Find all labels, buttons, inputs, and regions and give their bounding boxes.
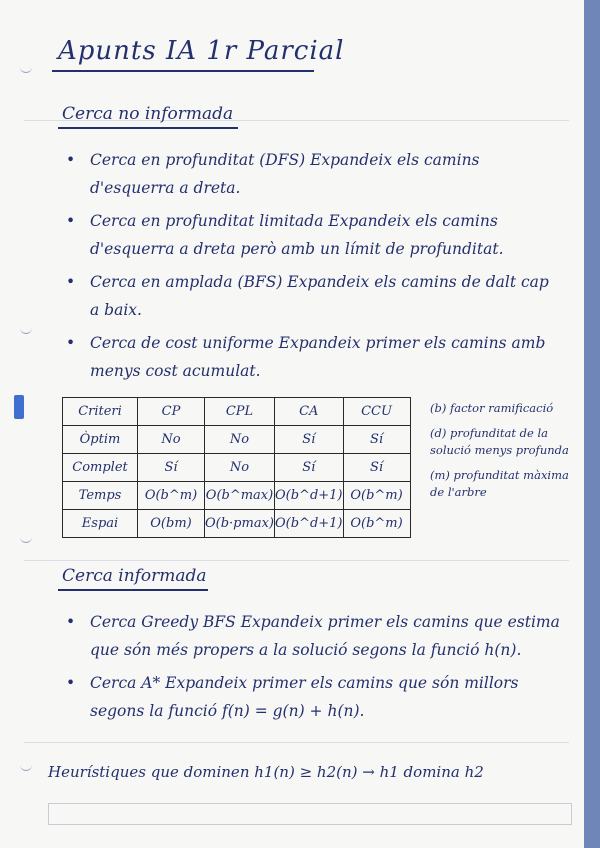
- table-cell: CA: [275, 398, 344, 426]
- section-underline: [58, 127, 238, 129]
- ruled-line: [24, 742, 569, 743]
- table-cell: Sí: [343, 426, 410, 454]
- ruled-line: [24, 560, 569, 561]
- legend-item: (b) factor ramificació: [430, 401, 554, 415]
- table-cell: O(b·pmax): [205, 510, 275, 538]
- table-cell: No: [138, 426, 205, 454]
- table-header-row: [63, 398, 411, 426]
- punch-hole: [20, 325, 32, 334]
- table-cell: Complet: [63, 454, 138, 482]
- bottom-empty-box: [48, 803, 572, 825]
- table-cell: CCU: [343, 398, 410, 426]
- table-cell: Sí: [343, 454, 410, 482]
- table-cell: Òptim: [63, 426, 138, 454]
- punch-hole: [20, 64, 32, 73]
- table-cell: O(b^m): [343, 510, 410, 538]
- punch-hole: [20, 534, 32, 543]
- table-legend: [430, 400, 580, 509]
- legend-item: (d) profunditat de la solució menys profunda: [430, 426, 569, 457]
- bullet-dls: • Cerca en profunditat limitada Expandeix els camins d'esquerra a dreta però amb un límit de profunditat.: [66, 207, 561, 263]
- page-edge-bar: [584, 0, 600, 848]
- bullet-greedy: • Cerca Greedy BFS Expandeix primer els camins que estima que són més propers a la solució segons la funció h(n).: [66, 608, 561, 664]
- table-cell: O(b^m): [138, 482, 205, 510]
- table-cell: O(bm): [138, 510, 205, 538]
- table-cell: O(b^d+1): [275, 510, 344, 538]
- informed-bullet-list: [66, 608, 561, 730]
- legend-item: (m) profunditat màxima de l'arbre: [430, 468, 569, 499]
- table-row: [63, 482, 411, 510]
- table-cell: Sí: [275, 454, 344, 482]
- table-cell: O(b^d+1): [275, 482, 344, 510]
- bullet-ucs: • Cerca de cost uniforme Expandeix primer els camins amb menys cost acumulat.: [66, 329, 561, 385]
- page-tab-sticker: [14, 395, 24, 419]
- table-cell: No: [205, 426, 275, 454]
- section-heading-uninformed: Cerca no informada: [62, 104, 234, 124]
- table-cell: Criteri: [63, 398, 138, 426]
- punch-hole: [20, 762, 32, 771]
- table-cell: CP: [138, 398, 205, 426]
- criteria-table: [62, 397, 411, 538]
- heuristics-note: Heurístiques que dominen h1(n) ≥ h2(n) → h1 domina h2: [48, 763, 484, 781]
- bullet-dfs: • Cerca en profunditat (DFS) Expandeix els camins d'esquerra a dreta.: [66, 146, 561, 202]
- page-title: Apunts IA 1r Parcial: [58, 36, 345, 66]
- table-cell: Sí: [275, 426, 344, 454]
- table-cell: No: [205, 454, 275, 482]
- bullet-astar: • Cerca A* Expandeix primer els camins que són millors segons la funció f(n) = g(n) + h(n).: [66, 669, 561, 725]
- section-heading-informed: Cerca informada: [62, 566, 207, 586]
- table-row: [63, 510, 411, 538]
- table-cell: CPL: [205, 398, 275, 426]
- title-underline: [52, 70, 314, 72]
- section-underline: [58, 589, 208, 591]
- table-cell: Sí: [138, 454, 205, 482]
- table-row: [63, 426, 411, 454]
- table-cell: Temps: [63, 482, 138, 510]
- bullet-bfs: • Cerca en amplada (BFS) Expandeix els camins de dalt cap a baix.: [66, 268, 561, 324]
- table-cell: Espai: [63, 510, 138, 538]
- table-cell: O(b^m): [343, 482, 410, 510]
- table-row: [63, 454, 411, 482]
- uninformed-bullet-list: [66, 146, 561, 390]
- table-cell: O(b^max): [205, 482, 275, 510]
